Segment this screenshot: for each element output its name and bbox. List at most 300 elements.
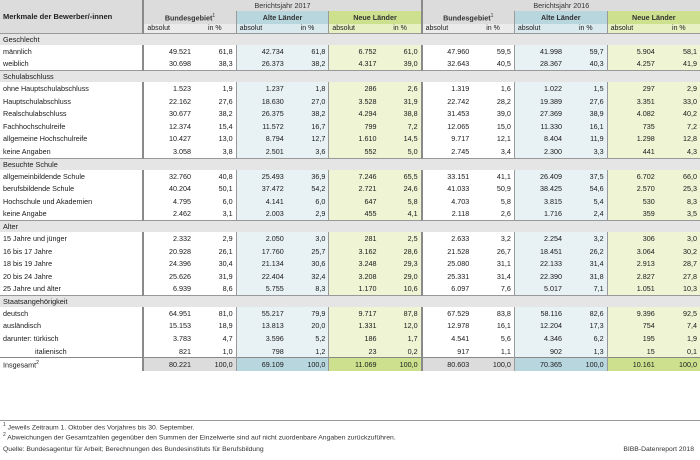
row-label: keine Angaben (3, 146, 51, 156)
cell-absolut: 441 (607, 145, 658, 158)
cell-percent: 3,2 (565, 232, 607, 245)
section-header-row (0, 71, 700, 83)
cell-percent: 5,6 (472, 332, 514, 345)
cell-absolut: 3.783 (143, 332, 194, 345)
cell-absolut: 5.755 (236, 283, 287, 296)
cell-absolut: 2.913 (607, 257, 658, 270)
cell-absolut: 6.752 (329, 45, 380, 58)
cell-absolut: 306 (607, 232, 658, 245)
cell-absolut: 455 (329, 208, 380, 221)
cell-percent: 33,0 (658, 95, 700, 108)
cell-absolut: 25.080 (422, 257, 473, 270)
row-label: 20 bis 24 Jahre (3, 271, 53, 281)
cell-percent: 65,5 (379, 170, 421, 183)
sub-header-percent: in % (287, 24, 329, 34)
cell-absolut: 37.472 (236, 182, 287, 195)
cell-absolut: 4.257 (607, 58, 658, 71)
table-row (0, 208, 700, 221)
cell-percent: 31,4 (565, 257, 607, 270)
cell-absolut: 17.760 (236, 245, 287, 258)
row-label: Realschulabschluss (3, 109, 67, 119)
sub-header-percent: in % (565, 24, 607, 34)
cell-percent: 8,6 (194, 283, 236, 296)
cell-percent: 26,1 (194, 245, 236, 258)
table-row (0, 145, 700, 158)
cell-absolut: 1.022 (514, 82, 565, 95)
cell-percent: 59,5 (472, 45, 514, 58)
cell-absolut: 1.237 (236, 82, 287, 95)
total-percent: 100,0 (565, 358, 607, 372)
cell-absolut: 24.396 (143, 257, 194, 270)
cell-absolut: 22.742 (422, 95, 473, 108)
cell-percent: 12,0 (379, 320, 421, 333)
table-row (0, 120, 700, 133)
cell-absolut: 18.451 (514, 245, 565, 258)
cell-absolut: 4.703 (422, 195, 473, 208)
cell-absolut: 6.939 (143, 283, 194, 296)
cell-absolut: 10.427 (143, 133, 194, 146)
cell-absolut: 647 (329, 195, 380, 208)
cell-percent: 2,9 (287, 208, 329, 221)
cell-percent: 15,0 (472, 120, 514, 133)
total-label: Insgesamt$^2$ (0, 358, 143, 372)
cell-percent: 16,1 (472, 320, 514, 333)
cell-percent: 2,5 (379, 232, 421, 245)
cell-percent: 3,8 (194, 145, 236, 158)
cell-percent: 2,9 (658, 82, 700, 95)
cell-absolut: 2.254 (514, 232, 565, 245)
total-absolut: 69.109 (236, 358, 287, 372)
cell-percent: 26,2 (565, 245, 607, 258)
cell-absolut: 12.978 (422, 320, 473, 333)
table-row (0, 133, 700, 146)
table-row (0, 345, 700, 358)
cell-absolut: 4.141 (236, 195, 287, 208)
row-label: berufsbildende Schule (3, 184, 75, 194)
cell-percent: 12,8 (658, 133, 700, 146)
cell-absolut: 1.298 (607, 133, 658, 146)
cell-absolut: 22.133 (514, 257, 565, 270)
cell-absolut: 25.331 (422, 270, 473, 283)
footnote-divider (0, 420, 700, 421)
cell-percent: 79,9 (287, 307, 329, 320)
cell-absolut: 4.795 (143, 195, 194, 208)
cell-percent: 1,5 (565, 82, 607, 95)
footnote-2: $^2$ Abweichungen der Gesamtzahlen gegenüber den Summen der Einzelwerte sind auf nicht zuordenbare Angaben zurückzuführen. (3, 432, 396, 442)
cell-absolut: 42.734 (236, 45, 287, 58)
cell-percent: 3,3 (565, 145, 607, 158)
cell-absolut: 23 (329, 345, 380, 358)
table-row (0, 332, 700, 345)
cell-absolut: 58.116 (514, 307, 565, 320)
row-label: Fachhochschulreife (3, 121, 66, 131)
cell-absolut: 26.373 (236, 58, 287, 71)
row-label: 16 bis 17 Jahre (3, 246, 53, 256)
cell-absolut: 12.204 (514, 320, 565, 333)
cell-percent: 38,2 (194, 107, 236, 120)
cell-absolut: 2.570 (607, 182, 658, 195)
cell-absolut: 5.017 (514, 283, 565, 296)
cell-absolut: 25.493 (236, 170, 287, 183)
cell-percent: 25,3 (658, 182, 700, 195)
table-row (0, 107, 700, 120)
row-label: ausländisch (3, 321, 41, 331)
row-label: weiblich (3, 59, 29, 69)
cell-percent: 7,2 (379, 120, 421, 133)
cell-absolut: 3.058 (143, 145, 194, 158)
cell-absolut: 3.064 (607, 245, 658, 258)
cell-percent: 5,0 (379, 145, 421, 158)
table-row (0, 170, 700, 183)
table-row (0, 232, 700, 245)
row-label: 25 Jahre und älter (3, 284, 61, 294)
cell-absolut: 26.375 (236, 107, 287, 120)
cell-percent: 2,4 (565, 208, 607, 221)
cell-absolut: 11.330 (514, 120, 565, 133)
cell-percent: 6,2 (565, 332, 607, 345)
cell-absolut: 1.610 (329, 133, 380, 146)
cell-absolut: 3.528 (329, 95, 380, 108)
cell-percent: 39,0 (472, 107, 514, 120)
cell-percent: 3,0 (658, 232, 700, 245)
cell-percent: 82,6 (565, 307, 607, 320)
cell-percent: 31,4 (472, 270, 514, 283)
cell-percent: 66,0 (658, 170, 700, 183)
cell-absolut: 3.248 (329, 257, 380, 270)
cell-percent: 40,2 (658, 107, 700, 120)
cell-absolut: 49.521 (143, 45, 194, 58)
cell-percent: 29,0 (379, 270, 421, 283)
cell-percent: 17,3 (565, 320, 607, 333)
cell-absolut: 4.082 (607, 107, 658, 120)
cell-absolut: 552 (329, 145, 380, 158)
cell-absolut: 21.528 (422, 245, 473, 258)
cell-absolut: 28.367 (514, 58, 565, 71)
section-header-row (0, 296, 700, 308)
cell-absolut: 12.065 (422, 120, 473, 133)
total-absolut: 11.069 (329, 358, 380, 372)
cell-percent: 2,6 (472, 208, 514, 221)
cell-absolut: 798 (236, 345, 287, 358)
cell-absolut: 22.162 (143, 95, 194, 108)
region-header-bund-2017: Bundesgebiet$^1$ (143, 11, 236, 24)
cell-percent: 37,5 (565, 170, 607, 183)
cell-percent: 61,0 (379, 45, 421, 58)
row-label: ohne Hauptschulabschluss (3, 83, 89, 93)
row-label: deutsch (3, 308, 29, 318)
cell-percent: 58,1 (658, 45, 700, 58)
cell-absolut: 30.698 (143, 58, 194, 71)
cell-percent: 28,6 (379, 245, 421, 258)
cell-absolut: 15 (607, 345, 658, 358)
cell-absolut: 21.134 (236, 257, 287, 270)
year-header-2016: Berichtsjahr 2016 (422, 0, 700, 11)
section-header-row (0, 158, 700, 170)
total-percent: 100,0 (194, 358, 236, 372)
cell-absolut: 32.760 (143, 170, 194, 183)
cell-absolut: 2.745 (422, 145, 473, 158)
table-row (0, 320, 700, 333)
table-row (0, 245, 700, 258)
cell-percent: 41,9 (658, 58, 700, 71)
cell-absolut: 31.453 (422, 107, 473, 120)
cell-absolut: 19.389 (514, 95, 565, 108)
region-header-alt-2017: Alte Länder (236, 11, 329, 24)
cell-percent: 31,9 (194, 270, 236, 283)
row-label: italienisch (35, 346, 67, 356)
sub-header-percent: in % (379, 24, 421, 34)
cell-percent: 1,8 (287, 82, 329, 95)
total-absolut: 80.603 (422, 358, 473, 372)
cell-absolut: 1.716 (514, 208, 565, 221)
table-row (0, 307, 700, 320)
cell-percent: 27,0 (287, 95, 329, 108)
cell-absolut: 4.294 (329, 107, 380, 120)
row-label: darunter: türkisch (3, 334, 59, 344)
cell-absolut: 40.204 (143, 182, 194, 195)
cell-percent: 7,6 (472, 283, 514, 296)
cell-absolut: 3.208 (329, 270, 380, 283)
cell-percent: 50,1 (194, 182, 236, 195)
cell-absolut: 15.153 (143, 320, 194, 333)
cell-percent: 12,1 (472, 133, 514, 146)
region-header-neu-2016: Neue Länder (607, 11, 700, 24)
sub-header-percent: in % (194, 24, 236, 34)
cell-absolut: 13.813 (236, 320, 287, 333)
sub-header-absolut: absolut (143, 24, 194, 34)
cell-percent: 5,8 (472, 195, 514, 208)
cell-percent: 1,3 (565, 345, 607, 358)
table-row (0, 95, 700, 108)
cell-percent: 26,7 (472, 245, 514, 258)
cell-percent: 41,1 (472, 170, 514, 183)
cell-absolut: 2.118 (422, 208, 473, 221)
cell-percent: 1,9 (658, 332, 700, 345)
cell-percent: 16,1 (565, 120, 607, 133)
cell-absolut: 2.721 (329, 182, 380, 195)
cell-absolut: 8.794 (236, 133, 287, 146)
cell-absolut: 2.003 (236, 208, 287, 221)
table-row (0, 45, 700, 58)
section-title: Alter (0, 221, 700, 233)
region-header-neu-2017: Neue Länder (329, 11, 422, 24)
total-percent: 100,0 (379, 358, 421, 372)
sub-header-absolut: absolut (236, 24, 287, 34)
table-row (0, 270, 700, 283)
cell-percent: 1,1 (472, 345, 514, 358)
sub-header-absolut: absolut (514, 24, 565, 34)
cell-percent: 32,4 (287, 270, 329, 283)
sub-header-absolut: absolut (607, 24, 658, 34)
cell-percent: 4,3 (658, 145, 700, 158)
cell-absolut: 917 (422, 345, 473, 358)
cell-absolut: 32.643 (422, 58, 473, 71)
cell-percent: 3,0 (287, 232, 329, 245)
cell-absolut: 8.404 (514, 133, 565, 146)
table-row (0, 257, 700, 270)
cell-percent: 40,3 (565, 58, 607, 71)
cell-percent: 59,7 (565, 45, 607, 58)
cell-percent: 50,9 (472, 182, 514, 195)
cell-absolut: 55.217 (236, 307, 287, 320)
cell-absolut: 3.596 (236, 332, 287, 345)
cell-percent: 83,8 (472, 307, 514, 320)
cell-absolut: 2.501 (236, 145, 287, 158)
total-percent: 100,0 (287, 358, 329, 372)
row-header-label: Merkmale der Bewerber/-innen (0, 0, 143, 34)
cell-absolut: 297 (607, 82, 658, 95)
cell-percent: 30,2 (658, 245, 700, 258)
cell-percent: 36,9 (287, 170, 329, 183)
sub-header-percent: in % (472, 24, 514, 34)
cell-percent: 15,4 (194, 120, 236, 133)
cell-percent: 24,6 (379, 182, 421, 195)
cell-percent: 7,4 (658, 320, 700, 333)
section-header-row (0, 221, 700, 233)
cell-absolut: 3.815 (514, 195, 565, 208)
total-absolut: 80.221 (143, 358, 194, 372)
section-title: Schulabschluss (0, 71, 700, 83)
cell-percent: 2,9 (194, 232, 236, 245)
cell-absolut: 1.319 (422, 82, 473, 95)
cell-absolut: 27.369 (514, 107, 565, 120)
cell-percent: 39,0 (379, 58, 421, 71)
cell-percent: 3,1 (194, 208, 236, 221)
cell-percent: 5,2 (287, 332, 329, 345)
cell-percent: 6,0 (287, 195, 329, 208)
total-absolut: 10.161 (607, 358, 658, 372)
cell-absolut: 4.317 (329, 58, 380, 71)
cell-percent: 27,6 (565, 95, 607, 108)
cell-percent: 38,2 (287, 107, 329, 120)
cell-percent: 5,4 (565, 195, 607, 208)
cell-absolut: 3.351 (607, 95, 658, 108)
cell-percent: 8,3 (658, 195, 700, 208)
cell-percent: 38,3 (194, 58, 236, 71)
cell-percent: 3,5 (658, 208, 700, 221)
cell-absolut: 359 (607, 208, 658, 221)
cell-absolut: 186 (329, 332, 380, 345)
cell-absolut: 12.374 (143, 120, 194, 133)
row-label: 18 bis 19 Jahre (3, 259, 53, 269)
cell-percent: 2,6 (379, 82, 421, 95)
cell-percent: 3,6 (287, 145, 329, 158)
cell-absolut: 64.951 (143, 307, 194, 320)
table-row (0, 182, 700, 195)
cell-percent: 1,6 (472, 82, 514, 95)
cell-percent: 3,4 (472, 145, 514, 158)
cell-percent: 31,8 (565, 270, 607, 283)
cell-percent: 61,8 (287, 45, 329, 58)
cell-percent: 14,5 (379, 133, 421, 146)
cell-percent: 25,7 (287, 245, 329, 258)
row-label: männlich (3, 46, 32, 56)
cell-absolut: 530 (607, 195, 658, 208)
cell-percent: 18,9 (194, 320, 236, 333)
cell-absolut: 1.051 (607, 283, 658, 296)
cell-absolut: 30.677 (143, 107, 194, 120)
cell-percent: 10,3 (658, 283, 700, 296)
cell-percent: 28,7 (658, 257, 700, 270)
cell-percent: 0,1 (658, 345, 700, 358)
cell-absolut: 902 (514, 345, 565, 358)
cell-percent: 1,2 (287, 345, 329, 358)
cell-absolut: 7.246 (329, 170, 380, 183)
cell-absolut: 25.626 (143, 270, 194, 283)
cell-percent: 54,2 (287, 182, 329, 195)
cell-absolut: 9.396 (607, 307, 658, 320)
cell-percent: 30,4 (194, 257, 236, 270)
source-note: Quelle: Bundesagentur für Arbeit; Berechnungen des Bundesinstituts für Berufsbildung (3, 446, 264, 453)
cell-absolut: 11.572 (236, 120, 287, 133)
cell-percent: 12,7 (287, 133, 329, 146)
cell-absolut: 281 (329, 232, 380, 245)
cell-absolut: 1.523 (143, 82, 194, 95)
cell-percent: 1,7 (379, 332, 421, 345)
cell-percent: 7,2 (658, 120, 700, 133)
row-label: allgemeinbildende Schule (3, 171, 85, 181)
cell-percent: 38,8 (379, 107, 421, 120)
cell-percent: 5,8 (379, 195, 421, 208)
cell-absolut: 2.827 (607, 270, 658, 283)
region-header-alt-2016: Alte Länder (514, 11, 607, 24)
total-absolut: 70.365 (514, 358, 565, 372)
row-label: 15 Jahre und jünger (3, 233, 67, 243)
cell-absolut: 2.300 (514, 145, 565, 158)
cell-absolut: 9.717 (329, 307, 380, 320)
cell-absolut: 2.332 (143, 232, 194, 245)
cell-absolut: 821 (143, 345, 194, 358)
cell-percent: 61,8 (194, 45, 236, 58)
cell-percent: 54,6 (565, 182, 607, 195)
sub-header-absolut: absolut (422, 24, 473, 34)
sub-header-absolut: absolut (329, 24, 380, 34)
cell-percent: 7,1 (565, 283, 607, 296)
cell-percent: 38,9 (565, 107, 607, 120)
cell-absolut: 18.630 (236, 95, 287, 108)
row-label: Hauptschulabschluss (3, 96, 71, 106)
section-title: Staatsangehörigkeit (0, 296, 700, 308)
section-title: Besuchte Schule (0, 158, 700, 170)
cell-percent: 16,7 (287, 120, 329, 133)
cell-absolut: 33.151 (422, 170, 473, 183)
year-header-2017: Berichtsjahr 2017 (143, 0, 421, 11)
cell-absolut: 2.050 (236, 232, 287, 245)
cell-percent: 13,0 (194, 133, 236, 146)
table-body (0, 34, 700, 372)
section-title: Geschlecht (0, 34, 700, 46)
cell-percent: 40,8 (194, 170, 236, 183)
cell-percent: 31,9 (379, 95, 421, 108)
row-label: keine Angabe (3, 209, 47, 219)
cell-percent: 87,8 (379, 307, 421, 320)
cell-absolut: 4.541 (422, 332, 473, 345)
cell-absolut: 67.529 (422, 307, 473, 320)
region-header-bund-2016: Bundesgebiet$^1$ (422, 11, 515, 24)
cell-absolut: 2.462 (143, 208, 194, 221)
table-row (0, 58, 700, 71)
cell-absolut: 9.717 (422, 133, 473, 146)
cell-percent: 4,7 (194, 332, 236, 345)
sub-header-percent: in % (658, 24, 700, 34)
section-header-row (0, 34, 700, 46)
cell-percent: 6,0 (194, 195, 236, 208)
cell-absolut: 4.346 (514, 332, 565, 345)
cell-absolut: 22.404 (236, 270, 287, 283)
cell-percent: 30,6 (287, 257, 329, 270)
cell-absolut: 754 (607, 320, 658, 333)
cell-absolut: 195 (607, 332, 658, 345)
